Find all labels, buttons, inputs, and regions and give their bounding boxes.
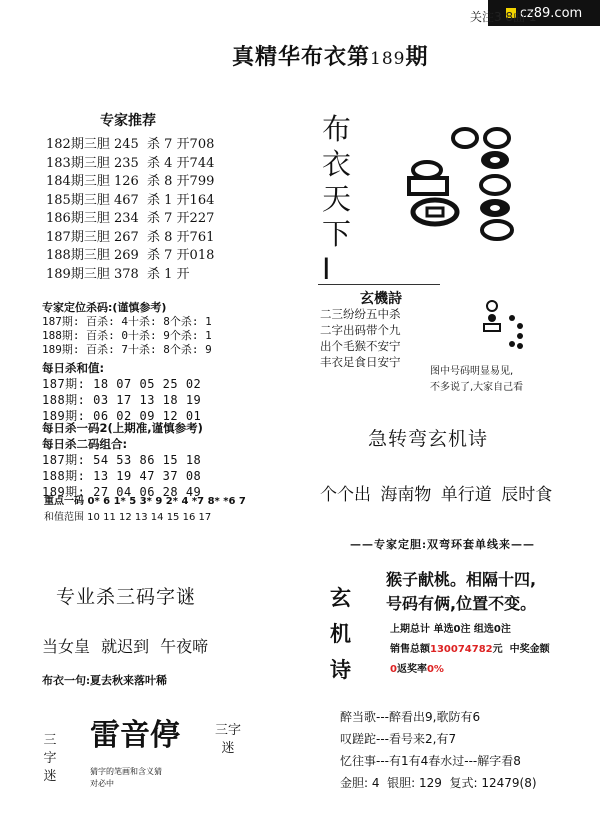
expert-heading: 专家推荐 (100, 113, 156, 129)
vertical-char: 迷 (221, 741, 235, 756)
vertical-char: I (322, 252, 331, 286)
sales-total-unit: 元 (492, 644, 503, 655)
expert-list (46, 136, 214, 284)
poem-line: 二三纷纷五中杀 (320, 307, 401, 321)
vertical-char: 迷 (43, 769, 57, 784)
szm-right (212, 722, 244, 758)
vertical-char: 天 (322, 182, 352, 216)
lei-note (90, 766, 162, 790)
vertical-char: 布 (322, 112, 352, 146)
list-item: 182期三胆 245 杀 7 开708 (46, 137, 215, 152)
szm-left (42, 732, 58, 786)
vertical-char: 字 (43, 751, 57, 766)
list-item: 186期三胆 234 杀 7 开227 (46, 211, 215, 226)
buyi-one-line: 布衣一句:夏去秋来落叶稀 (42, 674, 168, 687)
vertical-char: 三 (43, 733, 57, 748)
key-code: 重点一码 0* 6 1* 5 3* 9 2* 4 *7 8* *6 7 (44, 496, 246, 507)
note-line: 猜字的笔画和含义猜 (90, 767, 162, 776)
list-item: 188期三胆 269 杀 7 开018 (46, 248, 215, 263)
sales-info (390, 620, 550, 680)
riddle-line: 猴子献桃。相隔十四, (386, 570, 537, 589)
poem-line: 醉当歌---醉看出9,歌防有6 (340, 710, 481, 724)
vertical-char: 三字 (214, 723, 241, 738)
buyi-vertical-text (322, 112, 362, 287)
xuanji-divider (318, 284, 440, 285)
vertical-char: 下 (322, 217, 352, 251)
queen-riddle: 当女皇 就迟到 午夜啼 (42, 637, 209, 656)
rebate-label: 返奖率 (396, 664, 427, 675)
list-item: 189期: 06 02 09 12 01 (42, 409, 202, 423)
tiles-illustration (472, 296, 542, 360)
list-item: 187期: 百杀: 4十杀: 8个杀: 1 (42, 315, 212, 328)
sales-total-value: 130074782 (430, 644, 493, 655)
vertical-char: 诗 (330, 658, 351, 682)
prize-label: 中奖金额 (509, 644, 550, 655)
rebate-row (390, 660, 550, 680)
list-item: 189期三胆 378 杀 1 开 (46, 266, 190, 282)
list-item: 184期三胆 126 杀 8 开799 (46, 174, 215, 189)
drunk-poem (340, 706, 537, 794)
kill-position-list (42, 315, 212, 357)
follow-text: 关注3 8曲 1 (470, 10, 537, 24)
note-line: 对必中 (90, 779, 114, 788)
daily-sum-list (42, 376, 201, 424)
poem-line: 忆往事---有1有4春水过---解字看8 (340, 754, 521, 768)
kill-position-heading: 专家定位杀码:(谨慎参考) (42, 301, 167, 314)
title-suffix: 期 (405, 44, 429, 70)
daily-one-heading: 每日杀一码2(上期准,谨慎参考) (42, 421, 203, 435)
list-item: 187期: 18 07 05 25 02 (42, 377, 202, 391)
title-issue: 189 (370, 49, 406, 69)
poem-line: 丰衣足食日安宁 (320, 355, 401, 369)
vertical-char: 玄 (330, 586, 351, 610)
coins-illustration (405, 120, 535, 245)
jizhuan-heading: 急转弯玄机诗 (368, 428, 489, 450)
list-item: 189期: 百杀: 7十杀: 8个杀: 9 (42, 343, 212, 356)
list-item: 187期三胆 267 杀 8 开761 (46, 229, 215, 245)
monkey-riddle (386, 568, 536, 616)
sales-total-row (390, 640, 550, 660)
list-item: 187期: 54 53 86 15 18 (42, 453, 202, 467)
vertical-char: 衣 (322, 147, 352, 181)
hint-line: 不多说了,大家自己看 (430, 382, 524, 393)
xuanji-vertical-text (330, 580, 356, 688)
daily-sum-heading: 每日杀和值: (42, 361, 105, 375)
geyi-line: 个个出 海南物 单行道 辰时食 (320, 485, 553, 505)
daily-two-heading: 每日杀二码组合: (42, 437, 128, 451)
poem-line: 二字出码带个九 (320, 323, 401, 337)
poem-line: 叹蹉跎---看号来2,有7 (340, 732, 457, 746)
sales-total-label: 销售总额 (390, 644, 430, 655)
list-item: 188期: 百杀: 0十杀: 9个杀: 1 (42, 329, 212, 342)
rebate-pct: 0% (426, 664, 444, 675)
site-name: cz89.com (519, 5, 583, 21)
rebate-value: 0 (390, 664, 397, 675)
xuanji-poem (320, 306, 401, 370)
poem-line: 金胆: 4 银胆: 129 复式: 12479(8) (340, 776, 537, 790)
xuanji-title: 玄機詩 (360, 291, 402, 307)
page-title (232, 40, 428, 71)
list-item: 189期: 27 04 06 28 49 (42, 485, 202, 499)
pro-heading: 专业杀三码字谜 (56, 586, 197, 608)
list-item: 188期: 03 17 13 18 19 (42, 393, 202, 407)
list-item: 185期三胆 467 杀 1 开164 (46, 192, 215, 208)
list-item: 188期: 13 19 47 37 08 (42, 469, 202, 483)
list-item: 183期三胆 235 杀 4 开744 (46, 155, 215, 171)
hint-line: 图中号码明显易见, (430, 366, 514, 377)
expert-dan: ——专家定胆:双弯环套单线来—— (350, 538, 536, 551)
title-prefix: 真精华布衣第 (232, 44, 371, 70)
hint-text (430, 364, 523, 396)
sum-range: 和值范围 10 11 12 13 14 15 16 17 (44, 512, 212, 523)
sales-stat: 上期总计 单选0注 组选0注 (390, 624, 511, 635)
poem-line: 出个毛猴不安宁 (320, 339, 401, 353)
lei-riddle: 雷音停 (90, 718, 180, 753)
vertical-char: 机 (330, 622, 351, 646)
riddle-line: 号码有俩,位置不变。 (386, 594, 537, 613)
